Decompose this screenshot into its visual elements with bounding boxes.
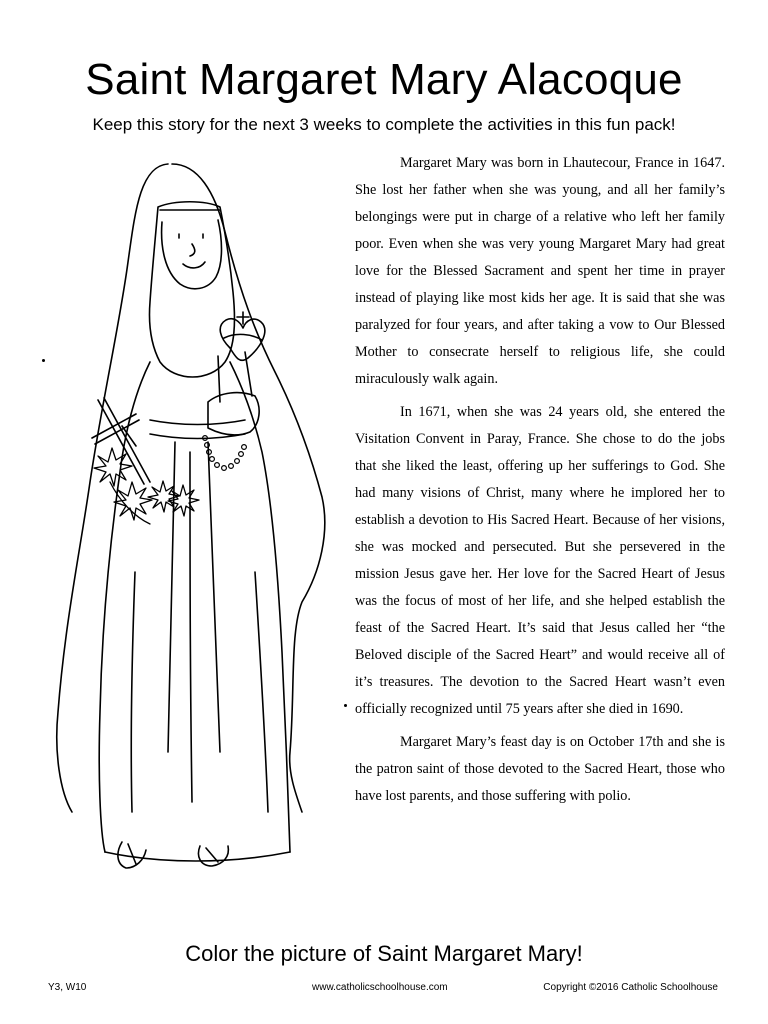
saint-coloring-illustration <box>40 152 340 882</box>
coloring-instruction: Color the picture of Saint Margaret Mary! <box>185 941 583 966</box>
footer-week-code: Y3, W10 <box>48 982 87 993</box>
stray-mark <box>42 359 45 362</box>
story-paragraph-2: In 1671, when she was 24 years old, she entered the Visitation Convent in Paray, France. She chose to do the jobs that she liked the least, offering up her sufferings to God. She had many visions of Christ, many where he implored her to establish a devotion to His Sacred Heart. Because of her visions, she was mocked and persecuted. But she persevered in the mission Jesus gave her. Her love for the Sacred Heart of Jesus was the focus of most of her life, and she helped establish the feast of the Sacred Heart. It’s said that Jesus called her “the Beloved disciple of the Sacred Heart” and would receive all of it’s treasures. The devotion to the Sacred Heart wasn’t even officially recognized until 75 years after she died in 1690. <box>355 404 725 717</box>
story-text <box>355 150 725 816</box>
page-title: Saint Margaret Mary Alacoque <box>85 55 683 104</box>
story-paragraph-3: Margaret Mary’s feast day is on October 17th and she is the patron saint of those devoted to the Sacred Heart, those who have lost parents, and those suffering with polio. <box>355 734 725 804</box>
story-paragraph-1: Margaret Mary was born in Lhautecour, France in 1647. She lost her father when she was young, and all her family’s belongings were put in charge of a relative who left her family poor. Even when she was very young Margaret Mary had great love for the Blessed Sacrament and spent her time in prayer instead of playing like most kids her age. It is said that she was paralyzed for four years, and after taking a vow to Our Blessed Mother to consecrate herself to religious life, she could miraculously walk again. <box>355 155 725 387</box>
stray-mark <box>344 704 347 707</box>
page-subtitle: Keep this story for the next 3 weeks to complete the activities in this fun pack! <box>92 115 676 134</box>
footer-copyright: Copyright ©2016 Catholic Schoolhouse <box>543 982 718 993</box>
footer-website: www.catholicschoolhouse.com <box>312 982 448 993</box>
